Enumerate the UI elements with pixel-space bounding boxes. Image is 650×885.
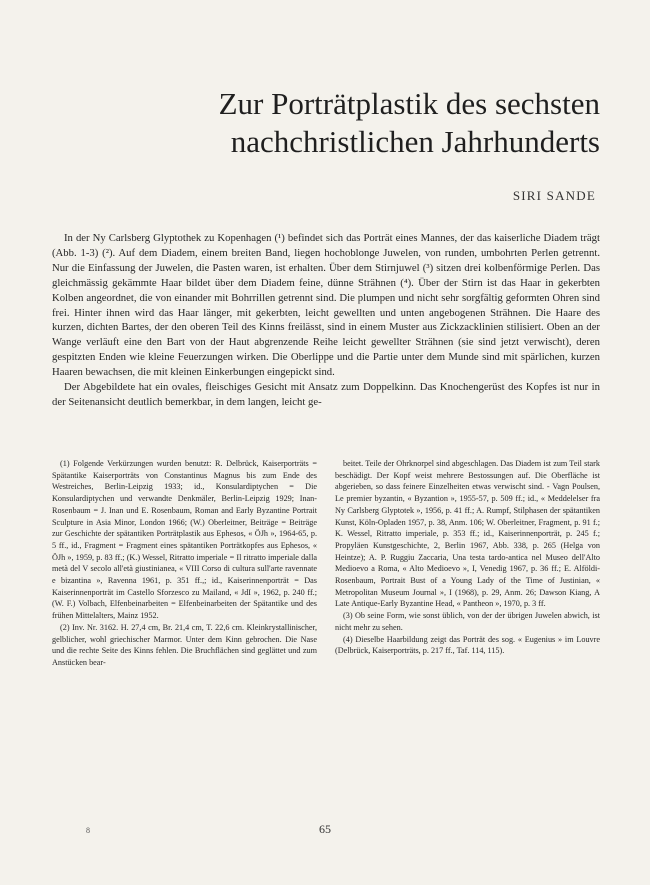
- footnote: (3) Ob seine Form, wie sonst üblich, von der der übrigen Juwelen abwich, ist nicht mehr zu sehen.: [335, 611, 600, 632]
- footnote: (1) Folgende Verkürzungen wurden benutzt: R. Delbrück, Kaiserporträts = Spätantike Kaiserporträts von Constantinus Magnus bis zum Ende des Westreiches, Berlin-Leipzig 1933; id., Konsulardiptychen = Die Konsulardiptychen und verwandte Denkmäler, Berlin-Leipzig 1929; Inan-Rosenbaum = J. Inan und E. Rosenbaum, Roman and Early Byzantine Portrait Sculpture in Asia Minor, London 1966; (W.) Oberleitner, Beiträge = Beiträge zur Geschichte der spätantiken Porträtplastik aus Ephesos, « ÖJh », 1964-65, p. 5 ff., id., Fragment = Fragment eines spätantiken Porträtkopfes aus Ephesos, « ÖJh », 1959, p. 83 ff.; (K.) Wessel, Ritratto imperiale = Il ritratto imperiale dalla metà del V secolo all'età giustinianea, « VIII Corso di cultura sull'arte ravennate e bizantina », Ravenna 1961, p. 351 ff.,; id., Kaiserinnenporträt = Das Kaiserinnenporträt im Castello Sforzesco zu Mailand, « JdI », 1962, p. 240 ff.; (W. F.) Volbach, Elfenbeinarbeiten = Elfenbeinarbeiten der Spätantike und des frühen Mittelalters, Mainz 1952.: [52, 459, 317, 621]
- author-name: SIRI SANDE: [512, 188, 596, 203]
- footnote: (2) Inv. Nr. 3162. H. 27,4 cm, Br. 21,4 cm, T. 22,6 cm. Kleinkrystallinischer, gelblicher, wohl griechischer Marmor. Unter dem Kinn gebrochen. Die Nase und die rechte Seite des Kinns fehlen. Die Bruchflächen sind geglättet und zum Anstücken bear-: [52, 622, 317, 667]
- body-paragraph: In der Ny Carlsberg Glyptothek zu Kopenhagen (¹) befindet sich das Porträt eines Mannes, der das kaiserliche Diadem trägt (Abb. 1-3) (²). Auf dem Diadem, einem breiten Band, liegen hochoblonge Juwelen, von runden, umbohrten Perlen getrennt. Nur die Einfassung der Juwelen, die Pasten waren, ist erhalten. Über dem Stirnjuwel (³) sitzen drei kolbenförmige Perlen. Das gleichmässig gekämmte Haar bildet über dem Diadem feine, dünne Strähnen (⁴). Über der Stirn ist das Haar in gekerbten Kolben angeordnet, die von einander mit Bohrrillen getrennt sind. Die plumpen und nicht sehr sorgfältig geformten Ohren sind frei. Hinter ihnen wird das Haar länger, mit gekerbten, leicht gewellten und unten angebogenen Strähnen. Die Haare des kurzen, dichten Bartes, der den oberen Teil des Kinns freilässt, sind in einem Muster aus Zickzacklinien stilisiert. Oben an der Wange verläuft eine den Bart von der Haut abgrenzende Reihe leicht gewellter Strähnen (sie sind jetzt verwischt), deren gespitzten Enden wie kleine Feuerzungen wirken. Die Oberlippe und die Partie unter dem Munde sind mit spärlichen, kurzen Haaren bewachsen, die mit kleinen Einkerbungen eingepickt sind.: [52, 232, 600, 379]
- footnote: (4) Dieselbe Haarbildung zeigt das Porträt des sog. « Eugenius » im Louvre (Delbrück, Kaiserporträts, p. 217 ff., Taf. 114, 115).: [335, 634, 600, 656]
- footnotes-left-column: [52, 458, 317, 669]
- signature-mark: 8: [86, 826, 90, 835]
- footnotes-right-column: [335, 458, 600, 657]
- page-number: 65: [319, 822, 331, 836]
- body-paragraph: Der Abgebildete hat ein ovales, fleischiges Gesicht mit Ansatz zum Doppelkinn. Das Knochengerüst des Kopfes ist nur in der Seitenansicht deutlich bemerkbar, in dem langen, leicht ge-: [52, 381, 600, 408]
- footnote: beitet. Teile der Ohrknorpel sind abgeschlagen. Das Diadem ist zum Teil stark beschädigt. Der Kopf weist mehrere Bestossungen auf. Die Oberfläche ist abgerieben, so dass feinere Einzelheiten etwas verwischt sind. - Vagn Poulsen, Le premier byzantin, « Byzantion », 1955-57, p. 509 ff.; id., « Meddelelser fra Ny Carlsberg Glyptotek », 1956, p. 41 ff.; A. Rumpf, Stilphasen der spätantiken Kunst, Köln-Opladen 1957, p. 38, Anm. 106; W. Oberleitner, Fragment, p. 91 f.; K. Wessel, Ritratto imperiale, p. 353 ff.; id., Kaiserinnenporträt, p. 245 f.; Propyläen Kunstgeschichte, 2, Berlin 1967, Abb. 338, p. 265 (Helga von Heintze); A. P. Ruggiu Zaccaria, Una testa tardo-antica nel Museo dell'Alto Medioevo a Roma, « Alto Medioevo », I, Venedig 1967, p. 36 ff.; E. Alföldi-Rosenbaum, Portrait Bust of a Young Lady of the Time of Justinian, « Metropolitan Museum Journal », I (1968), p. 29, Anm. 26; Dawson Kiang, A Late Antique-Early Byzantine Head, « Pantheon », 1970, p. 3 ff.: [335, 459, 600, 609]
- article-title-line-1: Zur Porträtplastik des sechsten: [218, 86, 600, 121]
- article-title-line-2: nachchristlichen Jahrhunderts: [230, 124, 600, 159]
- main-text: [52, 231, 600, 410]
